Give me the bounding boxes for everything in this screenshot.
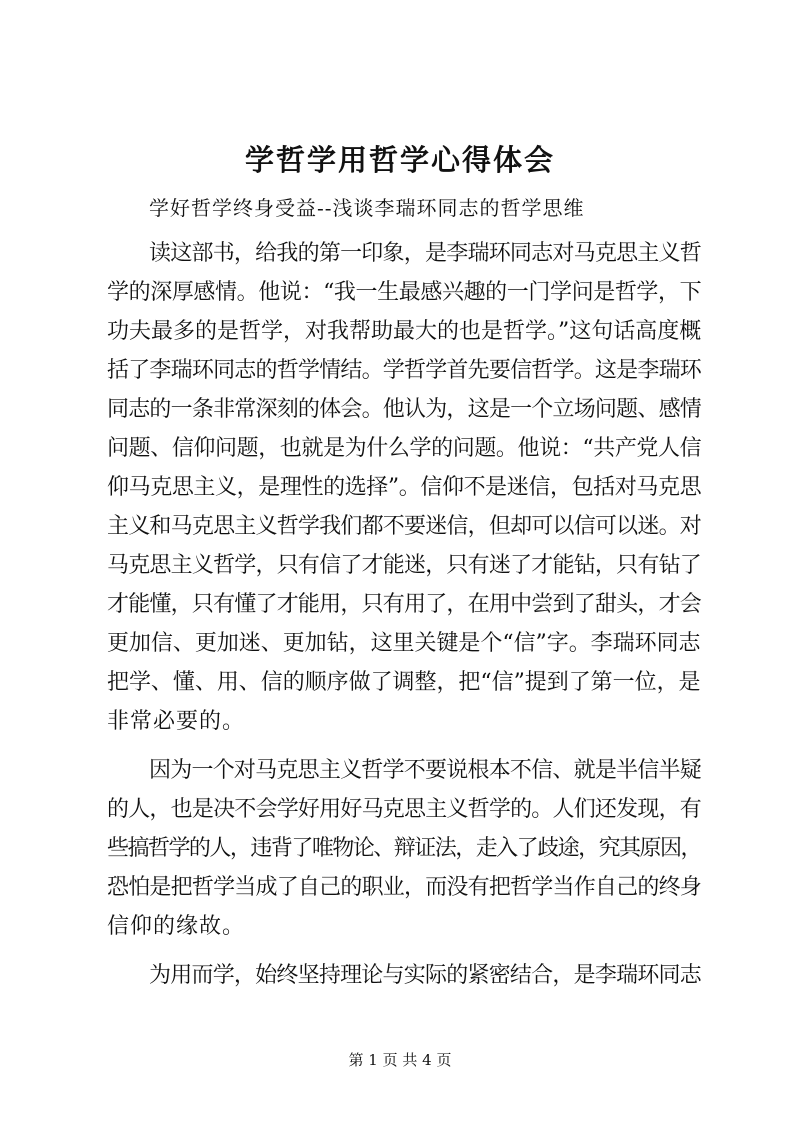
body-line: 为用而学，始终坚持理论与实际的紧密结合，是李瑞环同志 — [149, 963, 702, 988]
body-line: 些搞哲学的人，违背了唯物论、辩证法，走入了歧途，究其原因， — [107, 836, 702, 861]
body-line: 恐怕是把哲学当成了自己的职业，而没有把哲学当作自己的终身 — [107, 875, 702, 900]
body-line: 功夫最多的是哲学，对我帮助最大的也是哲学。”这句话高度概 — [107, 319, 702, 344]
body-line: 括了李瑞环同志的哲学情结。学哲学首先要信哲学。这是李瑞环 — [107, 358, 702, 383]
body-line: 信仰的缘故。 — [107, 914, 246, 939]
page-number: 第 1 页 共 4 页 — [348, 1051, 452, 1069]
document-subtitle: 学好哲学终身受益--浅谈李瑞环同志的哲学思维 — [149, 196, 585, 220]
body-line: 非常必要的。 — [107, 709, 246, 734]
body-line: 把学、懂、用、信的顺序做了调整，把“信”提到了第一位，是 — [107, 670, 701, 695]
body-line: 学的深厚感情。他说：“我一生最感兴趣的一门学问是哲学，下 — [107, 280, 702, 305]
document-title: 学哲学用哲学心得体会 — [244, 143, 555, 177]
body-line: 因为一个对马克思主义哲学不要说根本不信、就是半信半疑 — [149, 758, 702, 783]
body-line: 读这部书，给我的第一印象，是李瑞环同志对马克思主义哲 — [149, 241, 702, 266]
body-line: 的人，也是决不会学好用好马克思主义哲学的。人们还发现，有 — [107, 797, 702, 822]
body-line: 仰马克思主义，是理性的选择”。信仰不是迷信，包括对马克思 — [107, 475, 702, 500]
body-line: 更加信、更加迷、更加钻，这里关键是个“信”字。李瑞环同志 — [107, 631, 701, 656]
body-line: 才能懂，只有懂了才能用，只有用了，在用中尝到了甜头，才会 — [107, 592, 702, 617]
body-line: 马克思主义哲学，只有信了才能迷，只有迷了才能钻，只有钻了 — [107, 553, 702, 578]
body-line: 主义和马克思主义哲学我们都不要迷信，但却可以信可以迷。对 — [107, 514, 702, 539]
body-line: 问题、信仰问题，也就是为什么学的问题。他说：“共产党人信 — [107, 436, 702, 461]
body-line: 同志的一条非常深刻的体会。他认为，这是一个立场问题、感情 — [107, 397, 702, 422]
